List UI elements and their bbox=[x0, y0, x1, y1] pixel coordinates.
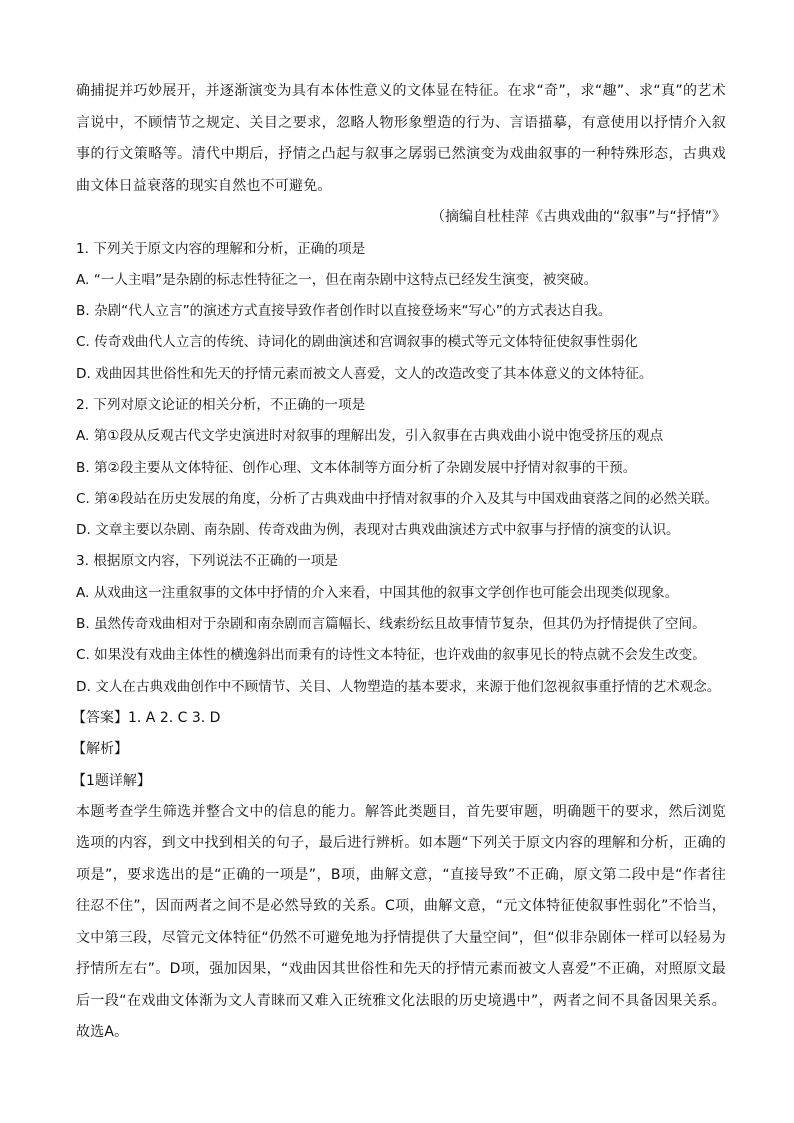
question-stem: 2. 下列对原文论证的相关分析，不正确的一项是 bbox=[76, 396, 366, 413]
document-content bbox=[72, 76, 726, 1049]
option-c: C. 如果没有戏曲主体性的横逸斜出而秉有的诗性文本特征，也许戏曲的叙事见长的特点就不会发生改变。 bbox=[76, 647, 706, 664]
question-3 bbox=[76, 546, 726, 702]
passage-source: （摘编自杜桂萍《古典戏曲的“叙事”与“抒情”》 bbox=[430, 209, 726, 225]
answer-key: 【答案】1. A 2. C 3. D bbox=[72, 709, 221, 726]
analysis-heading: 【解析】 bbox=[72, 741, 128, 758]
option-c: C. 传奇戏曲代人立言的传统、诗词化的剧曲演述和宫调叙事的模式等元文体特征使叙事性弱化 bbox=[76, 334, 638, 351]
question-stem: 3. 根据原文内容，下列说法不正确的一项是 bbox=[76, 553, 338, 570]
question-2 bbox=[76, 390, 726, 546]
option-d: D. 文人在古典戏曲创作中不顾情节、关目、人物塑造的基本要求，来源于他们忽视叙事重抒情的艺术观念。 bbox=[76, 678, 721, 695]
question-stem: 1. 下列关于原文内容的理解和分析，正确的项是 bbox=[76, 240, 366, 257]
option-d: D. 戏曲因其世俗性和先天的抒情元素而被文人喜爱，文人的改造改变了其本体意义的文体特征。 bbox=[76, 365, 653, 382]
option-a: A. 第①段从反观古代文学史演进时对叙事的理解出发，引入叙事在古典戏曲小说中饱受挤压的观点 bbox=[76, 428, 664, 445]
option-d: D. 文章主要以杂剧、南杂剧、传奇戏曲为例，表现对古典戏曲演述方式中叙事与抒情的演变的认识。 bbox=[76, 522, 680, 539]
question-1 bbox=[76, 234, 726, 390]
passage-paragraph: 确捕捉并巧妙展开，并逐渐演变为具有本体性意义的文体显在特征。在求“奇”，求“趣”、求“真”的艺术言说中，不顾情节之规定、关目之要求，忽略人物形象塑造的行为、言语描摹，有意使用以抒情介入叙事的行文策略等。清代中期后，抒情之凸起与叙事之孱弱已然演变为戏曲叙事的一种特殊形态，古典戏曲文体日益衰落的现实自然也不可避免。 bbox=[76, 83, 726, 194]
option-b: B. 虽然传奇戏曲相对于杂剧和南杂剧而言篇幅长、线索纷纭且故事情节复杂，但其仍为抒情提供了空间。 bbox=[76, 616, 706, 633]
option-a: A. 从戏曲这一注重叙事的文体中抒情的介入来看，中国其他的叙事文学创作也可能会出现类似现象。 bbox=[76, 584, 679, 601]
option-b: B. 杂剧“代人立言”的演述方式直接导致作者创作时以直接登场来“写心”的方式表达自我。 bbox=[76, 303, 612, 320]
option-c: C. 第④段站在历史发展的角度，分析了古典戏曲中抒情对叙事的介入及其与中国戏曲衰落之间的必然关联。 bbox=[76, 490, 719, 507]
option-a: A. “一人主唱”是杂剧的标志性特征之一，但在南杂剧中这特点已经发生演变，被突破。 bbox=[76, 271, 598, 288]
analysis-paragraph: 本题考查学生筛选并整合文中的信息的能力。解答此类题目，首先要审题，明确题干的要求，然后浏览选项的内容，到文中找到相关的句子，最后进行辨析。如本题“下列关于原文内容的理解和分析，正确的项是”，要求选出的是“正确的一项是”，B项，曲解文意，“直接导致”不正确，原文第二段中是“作者往往忍不住”，因而两者之间不是必然导致的关系。C项，曲解文意，“元文体特征使叙事性弱化”不恰当，文中第三段，尽管元文体特征“仍然不可避免地为抒情提供了大量空间”，但“似非杂剧体一样可以轻易为抒情所左右”。D项，强加因果，“戏曲因其世俗性和先天的抒情元素而被文人喜爱”不正确，对照原文最后一段“在戏曲文体渐为文人青睐而又难入正统雅文化法眼的历史境遇中”，两者之间不具备因果关系。故选A。 bbox=[76, 803, 726, 1041]
detail-heading: 【1题详解】 bbox=[72, 772, 151, 789]
option-b: B. 第②段主要从文体特征、创作心理、文本体制等方面分析了杂剧发展中抒情对叙事的干预。 bbox=[76, 459, 637, 476]
